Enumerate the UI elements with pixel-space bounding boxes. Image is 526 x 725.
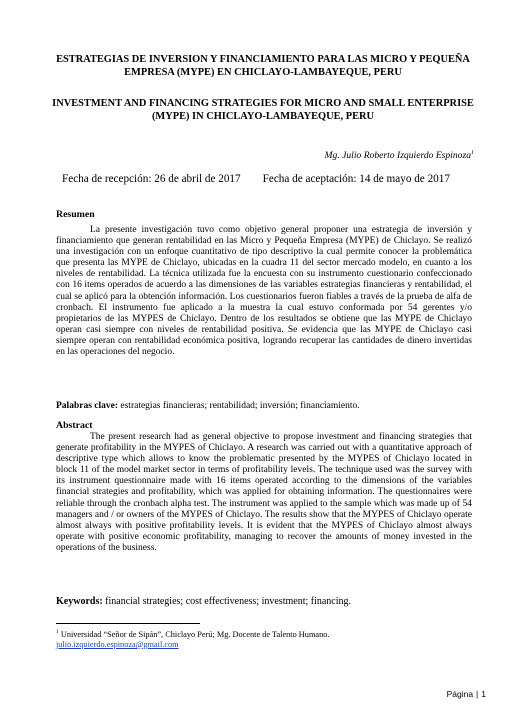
- palabras-clave-label: Palabras clave:: [56, 401, 119, 411]
- dates-line: [62, 173, 482, 185]
- page-separator: |: [476, 689, 479, 699]
- keywords-text: financial strategies; cost effectiveness; investment; financing.: [105, 596, 352, 607]
- author-name: Mg. Julio Roberto Izquierdo Espinoza: [324, 150, 471, 162]
- footnote-text: Universidad “Señor de Sipán”, Chiclayo Perú; Mg. Docente de Talento Humano.: [60, 629, 330, 639]
- palabras-clave-text: estrategias financieras; rentabilidad; inversión; financiamiento.: [120, 401, 360, 411]
- keywords: [56, 596, 472, 607]
- title-spanish: ESTRATEGIAS DE INVERSION Y FINANCIAMIENTO PARA LAS MICRO Y PEQUEÑA EMPRESA (MYPE) EN CHICLAYO-LAMBAYEQUE, PERU: [56, 54, 470, 78]
- page-number-value: 1: [481, 689, 486, 699]
- footnote-mark: 1: [56, 629, 59, 635]
- title-english: INVESTMENT AND FINANCING STRATEGIES FOR MICRO AND SMALL ENTERPRISE (MYPE) IN CHICLAYO-LAMBAYEQUE, PERU: [52, 98, 474, 122]
- date-accepted: Fecha de aceptación: 14 de mayo de 2017: [262, 173, 450, 185]
- keywords-label: Keywords:: [56, 596, 103, 607]
- resumen-heading: Resumen: [56, 209, 95, 220]
- author-footnote-mark: 1: [471, 150, 474, 156]
- abstract-body: The present research had as general objective to propose investment and financing strategies that generate profitability in the MYPES of Chiclayo. A research was carried out with a quantitative approach of descriptive type which allows to know the problematic presented by the MYPES of Chiclayo located in block 11 of the model market sector in terms of profitability levels. The technique used was the survey with its instrument questionnaire made with 16 items operated according to the dimensions of the variables financial strategies and profitability, which was applied for obtaining information. The questionnaires were reliable through the cronbach alpha test. The instrument was applied to the sample which was made up of 54 managers and / or owners of the MYPES of Chiclayo. The results show that the MYPES of Chiclayo operate almost always with positive profitability levels. It is evident that the MYPES of Chiclayo almost always operate with positive economic profitability, managing to recover the amounts of money invested in the operations of the business.: [56, 432, 472, 553]
- palabras-clave: [56, 401, 472, 411]
- author-line: [325, 150, 474, 161]
- footnote-divider: [56, 623, 200, 624]
- footnote-email-link[interactable]: julio.izquierdo.espinoza@gmail.com: [56, 639, 179, 649]
- page-label: Página: [446, 689, 474, 699]
- footnote: [56, 627, 472, 650]
- page-number: [447, 689, 486, 699]
- date-received: Fecha de recepción: 26 de abril de 2017: [62, 173, 241, 185]
- abstract-heading: Abstract: [56, 420, 93, 431]
- resumen-body: La presente investigación tuvo como objetivo general proponer una estrategia de inversión y financiamiento que generan rentabilidad en las Micro y Pequeña Empresa (MYPE) de Chiclayo. Se realizó una investigación con un enfoque cuantitativo de tipo descriptivo la cual permite conocer la problemática que presenta las MYPE de Chiclayo, ubicadas en la cuadra 11 del sector mercado modelo, en cuanto a los niveles de rentabilidad. La técnica utilizada fue la encuesta con su instrumento cuestionario confeccionado con 16 items operados de acuerdo a las dimensiones de las variables estrategias financieras y rentabilidad, el cual se aplicó para la obtención información. Los cuestionarios fueron fiables a través de la prueba de alfa de cronbach. El instrumento fue aplicado a la muestra la cual estuvo conformada por 54 gerentes y/o propietarios de las MYPES de Chiclayo. Dentro de los resultados se obtiene que las MYPE de Chiclayo operan casi siempre con niveles de rentabilidad positiva. Se evidencia que las MYPE de Chiclayo casi siempre operan con rentabilidad económica positiva, logrando recuperar las cantidades de dinero invertidas en las operaciones del negocio.: [56, 225, 472, 358]
